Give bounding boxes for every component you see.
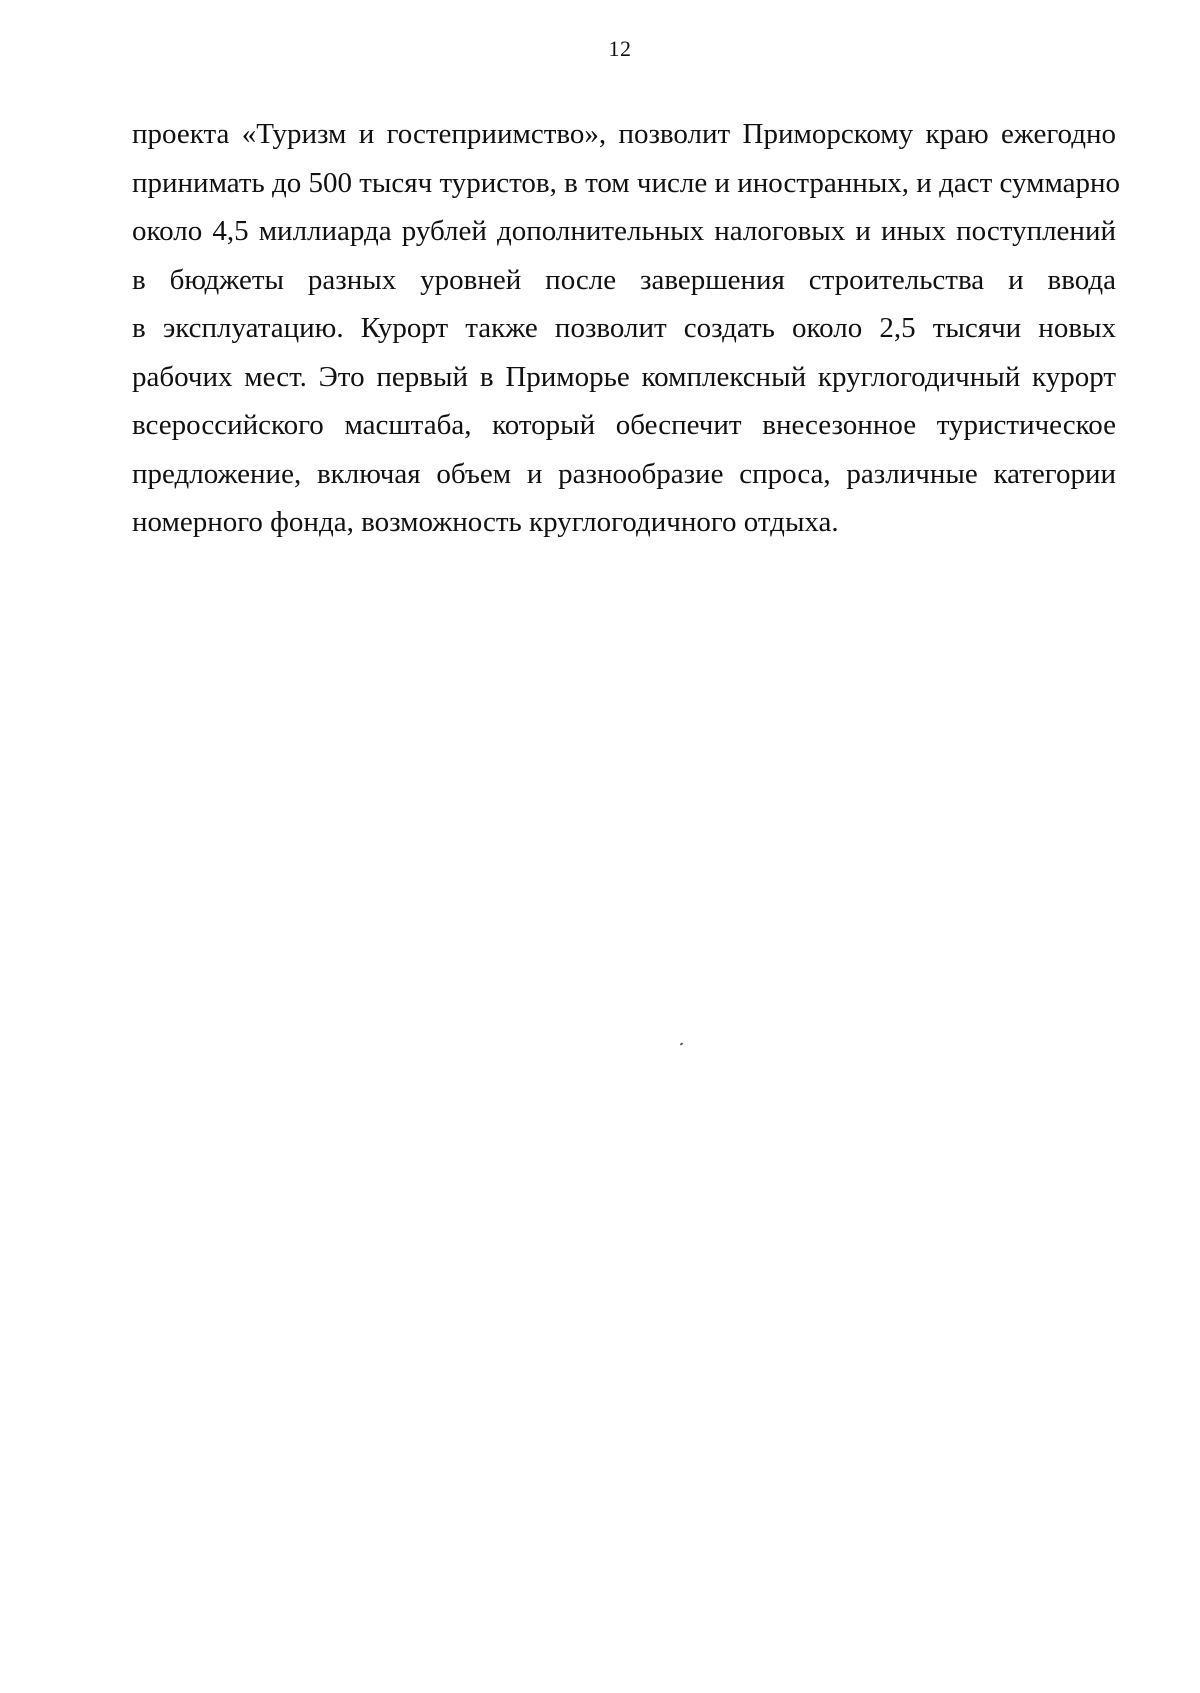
text-line: в эксплуатацию. Курорт также позволит создать около 2,5 тысячи новых: [132, 312, 1116, 344]
page-number: 12: [608, 36, 632, 61]
scan-speck: [680, 1042, 684, 1045]
text-line: около 4,5 миллиарда рублей дополнительных налоговых и иных поступлений: [132, 215, 1116, 247]
text-line: принимать до 500 тысяч туристов, в том числе и иностранных, и даст суммарно: [132, 166, 1120, 199]
text-line: в бюджеты разных уровней после завершения строительства и ввода: [132, 263, 1116, 296]
text-line: номерного фонда, возможность круглогодичного отдыха.: [132, 506, 839, 538]
text-line: всероссийского масштаба, который обеспечит внесезонное туристическое: [132, 409, 1116, 441]
text-line: рабочих мест. Это первый в Приморье комплексный круглогодичный курорт: [132, 360, 1116, 393]
text-line: проекта «Туризм и гостеприимство», позволит Приморскому краю ежегодно: [132, 118, 1116, 150]
body-paragraph: [132, 110, 1120, 547]
text-line: предложение, включая объем и разнообразие спроса, различные категории: [132, 457, 1116, 490]
